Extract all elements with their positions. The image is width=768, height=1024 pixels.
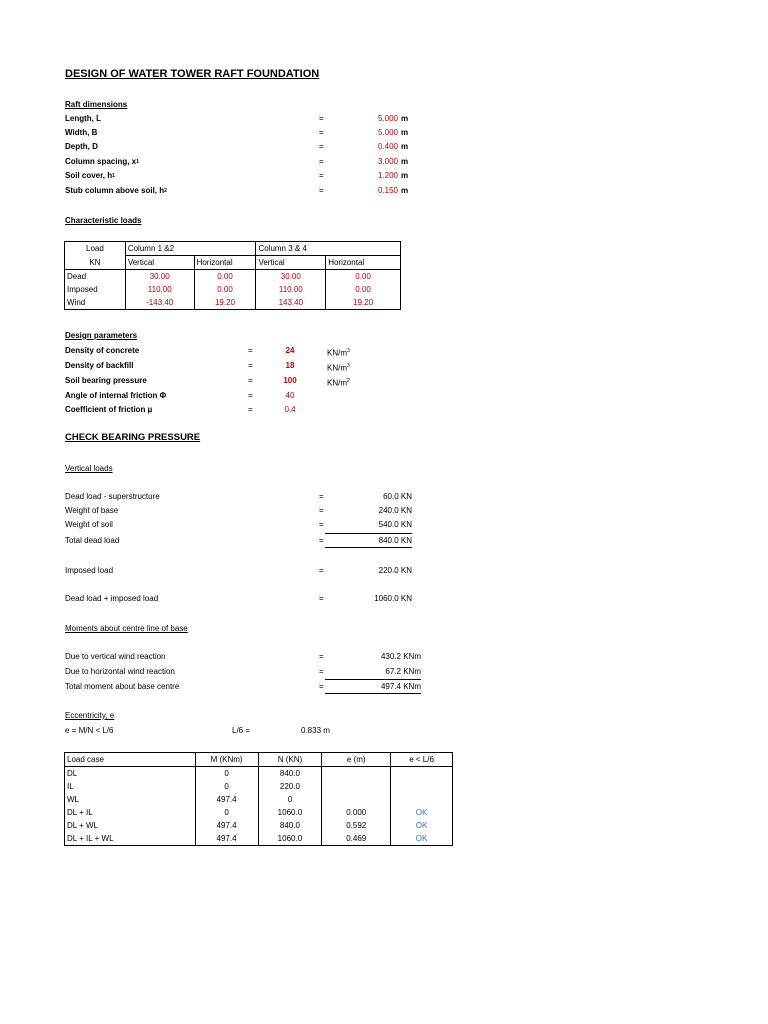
unit-superscript: 2 — [347, 378, 350, 384]
column-header: Load case — [65, 753, 196, 767]
dimension-label: Soil cover, h 1 — [65, 171, 115, 180]
table-header-row — [65, 242, 401, 256]
imposed-load-value: 220.0 KN — [378, 566, 412, 575]
equals-sign: = — [248, 391, 253, 400]
table-row — [65, 767, 453, 781]
vertical-load-label: Weight of soil — [65, 520, 113, 529]
load-case-cell: DL + IL + WL — [65, 832, 196, 846]
equals-sign: = — [248, 376, 253, 385]
vertical-load-value: 540.0 KN — [378, 520, 412, 529]
check-status-cell: OK — [391, 819, 453, 832]
dimension-unit: m — [401, 186, 409, 195]
axial-cell: 1060.0 — [258, 832, 322, 846]
eccentricity-cell: 0.469 — [322, 832, 391, 846]
table-row — [65, 296, 401, 310]
check-status-cell — [391, 780, 453, 793]
axial-cell: 220.0 — [258, 780, 322, 793]
moments-heading: Moments about centre line of base — [65, 624, 188, 633]
imposed-load-label: Imposed load — [65, 566, 114, 575]
load-case-cell: DL — [65, 767, 196, 781]
moment-cell: 497.4 — [195, 793, 258, 806]
equals-sign: = — [319, 128, 324, 137]
table-row — [65, 780, 453, 793]
equals-sign: = — [319, 114, 324, 123]
column-header: e (m) — [322, 753, 391, 767]
check-status-cell — [391, 793, 453, 806]
eccentricity-cell — [322, 767, 391, 781]
sum-underline — [325, 533, 412, 534]
parameter-label: Density of concrete — [65, 346, 140, 355]
header-column-3-4: Column 3 & 4 — [256, 242, 401, 256]
dimension-label: Stub column above soil, h 2 — [65, 186, 167, 195]
unit-superscript: 3 — [347, 348, 350, 354]
characteristic-loads-heading: Characteristic loads — [65, 216, 142, 225]
moment-value: 430.2 KNm — [380, 652, 421, 661]
load-type-cell: Dead — [65, 270, 126, 284]
unit-text: KN/m — [327, 348, 347, 358]
vertical-load-label: Weight of base — [65, 506, 119, 515]
check-status-cell — [391, 767, 453, 781]
dimension-unit: m — [401, 114, 409, 123]
header-vertical: Vertical — [125, 256, 194, 270]
load-value-cell: 143.40 — [256, 296, 326, 310]
moment-sum-underline — [325, 679, 421, 680]
vertical-load-label: Dead load - superstructure — [65, 492, 160, 501]
table-row — [65, 283, 401, 296]
dimension-unit: m — [401, 157, 409, 166]
eccentricity-cell: 0.000 — [322, 806, 391, 819]
load-value-cell: 30.00 — [256, 270, 326, 284]
equals-sign: = — [319, 652, 324, 661]
total-underline — [325, 547, 412, 548]
load-value-cell: 0.00 — [194, 283, 256, 296]
load-type-cell: Wind — [65, 296, 126, 310]
load-case-cell: DL + WL — [65, 819, 196, 832]
equals-sign: = — [319, 566, 324, 575]
dimension-label: Length, L — [65, 114, 101, 123]
moment-cell: 0 — [195, 767, 258, 781]
eccentricity-cell — [322, 780, 391, 793]
parameter-value: 100 — [283, 376, 297, 385]
moment-label: Due to horizontal wind reaction — [65, 667, 175, 676]
column-header: N (KN) — [258, 753, 322, 767]
load-type-cell: Imposed — [65, 283, 126, 296]
equals-sign: = — [248, 346, 253, 355]
l6-value: 0.833 m — [301, 726, 330, 735]
dimension-value: 5.000 — [377, 114, 398, 123]
load-value-cell: 110.00 — [256, 283, 326, 296]
equals-sign: = — [319, 171, 324, 180]
load-value-cell: 30.00 — [125, 270, 194, 284]
table-row — [65, 819, 453, 832]
vertical-load-label: Total dead load — [65, 536, 120, 545]
subscript: 2 — [164, 188, 167, 194]
eccentricity-cell — [322, 793, 391, 806]
eccentricity-cell: 0.592 — [322, 819, 391, 832]
characteristic-loads-table — [64, 241, 401, 310]
axial-cell: 0 — [258, 793, 322, 806]
raft-dimensions-heading: Raft dimensions — [65, 100, 128, 109]
dimension-value: 5.000 — [377, 128, 398, 137]
header-horizontal: Horizontal — [326, 256, 401, 270]
dimension-unit: m — [401, 128, 409, 137]
eccentricity-heading: Eccentricity, e — [65, 711, 115, 720]
dimension-label: Depth, D — [65, 142, 98, 151]
dead-plus-imposed-value: 1060.0 KN — [374, 594, 412, 603]
load-value-cell: 0.00 — [194, 270, 256, 284]
vertical-load-value: 60.0 KN — [383, 492, 412, 501]
vertical-loads-heading: Vertical loads — [65, 464, 113, 473]
unit-text: KN/m — [327, 363, 347, 373]
moment-cell: 0 — [195, 806, 258, 819]
parameter-label: Coefficient of friction µ — [65, 405, 153, 414]
load-value-cell: 0.00 — [326, 270, 401, 284]
table-row — [65, 832, 453, 846]
equals-sign: = — [248, 361, 253, 370]
dimension-label: Width, B — [65, 128, 98, 137]
moment-value: 497.4 KNm — [380, 682, 421, 691]
dimension-label: Column spacing, x 1 — [65, 157, 139, 166]
table-row — [65, 270, 401, 284]
equals-sign: = — [319, 682, 324, 691]
load-case-cell: DL + IL — [65, 806, 196, 819]
l6-label: L/6 = — [232, 726, 251, 735]
equals-sign: = — [319, 520, 324, 529]
unit-superscript: 3 — [347, 363, 350, 369]
header-load: Load — [65, 242, 126, 256]
load-value-cell: 19.20 — [194, 296, 256, 310]
column-header: e < L/6 — [391, 753, 453, 767]
subscript: 1 — [136, 159, 139, 165]
table-subheader-row — [65, 256, 401, 270]
dimension-value: 0.400 — [377, 142, 398, 151]
dead-plus-imposed-label: Dead load + imposed load — [65, 594, 159, 603]
load-value-cell: -143.40 — [125, 296, 194, 310]
dimension-unit: m — [401, 171, 409, 180]
column-header: M (KNm) — [195, 753, 258, 767]
subscript: 1 — [112, 173, 115, 179]
design-parameters-heading: Design parameters — [65, 331, 138, 340]
check-status-cell: OK — [391, 806, 453, 819]
eccentricity-formula: e = M/N < L/6 — [65, 726, 114, 735]
load-value-cell: 19.20 — [326, 296, 401, 310]
table-header-row — [65, 753, 453, 767]
header-kn: KN — [65, 256, 126, 270]
axial-cell: 840.0 — [258, 767, 322, 781]
equals-sign: = — [319, 536, 324, 545]
equals-sign: = — [319, 594, 324, 603]
dimension-value: 1.200 — [377, 171, 398, 180]
moment-cell: 497.4 — [195, 819, 258, 832]
parameter-value: 0.4 — [284, 405, 296, 414]
axial-cell: 1060.0 — [258, 806, 322, 819]
vertical-load-value: 840.0 KN — [378, 536, 412, 545]
header-vertical: Vertical — [256, 256, 326, 270]
parameter-label: Angle of internal friction Φ — [65, 391, 167, 400]
moment-label: Due to vertical wind reaction — [65, 652, 166, 661]
parameter-label: Soil bearing pressure — [65, 376, 147, 385]
axial-cell: 840.0 — [258, 819, 322, 832]
eccentricity-table — [64, 752, 453, 846]
parameter-unit — [327, 346, 350, 359]
check-status-cell: OK — [391, 832, 453, 846]
load-case-cell: IL — [65, 780, 196, 793]
vertical-load-value: 240.0 KN — [378, 506, 412, 515]
equals-sign: = — [319, 492, 324, 501]
moment-value: 67.2 KNm — [385, 667, 421, 676]
parameter-unit — [327, 376, 350, 389]
dimension-unit: m — [401, 142, 409, 151]
equals-sign: = — [319, 667, 324, 676]
table-row — [65, 806, 453, 819]
dimension-value: 0.150 — [377, 186, 398, 195]
load-value-cell: 0.00 — [326, 283, 401, 296]
check-bearing-pressure-heading: CHECK BEARING PRESSURE — [65, 432, 201, 443]
page-title: DESIGN OF WATER TOWER RAFT FOUNDATION — [65, 68, 320, 80]
equals-sign: = — [319, 157, 324, 166]
dimension-value: 3.000 — [377, 157, 398, 166]
header-column-1-2: Column 1 &2 — [125, 242, 256, 256]
parameter-unit — [327, 361, 350, 374]
equals-sign: = — [319, 142, 324, 151]
parameter-label: Density of backfill — [65, 361, 134, 370]
unit-text: KN/m — [327, 378, 347, 388]
parameter-value: 24 — [285, 346, 295, 355]
header-horizontal: Horizontal — [194, 256, 256, 270]
equals-sign: = — [319, 186, 324, 195]
load-value-cell: 110.00 — [125, 283, 194, 296]
moment-cell: 0 — [195, 780, 258, 793]
table-row — [65, 793, 453, 806]
moment-total-underline — [325, 693, 421, 694]
parameter-value: 40 — [285, 391, 295, 400]
load-case-cell: WL — [65, 793, 196, 806]
moment-cell: 497.4 — [195, 832, 258, 846]
equals-sign: = — [248, 405, 253, 414]
equals-sign: = — [319, 506, 324, 515]
moment-label: Total moment about base centre — [65, 682, 180, 691]
parameter-value: 18 — [285, 361, 295, 370]
